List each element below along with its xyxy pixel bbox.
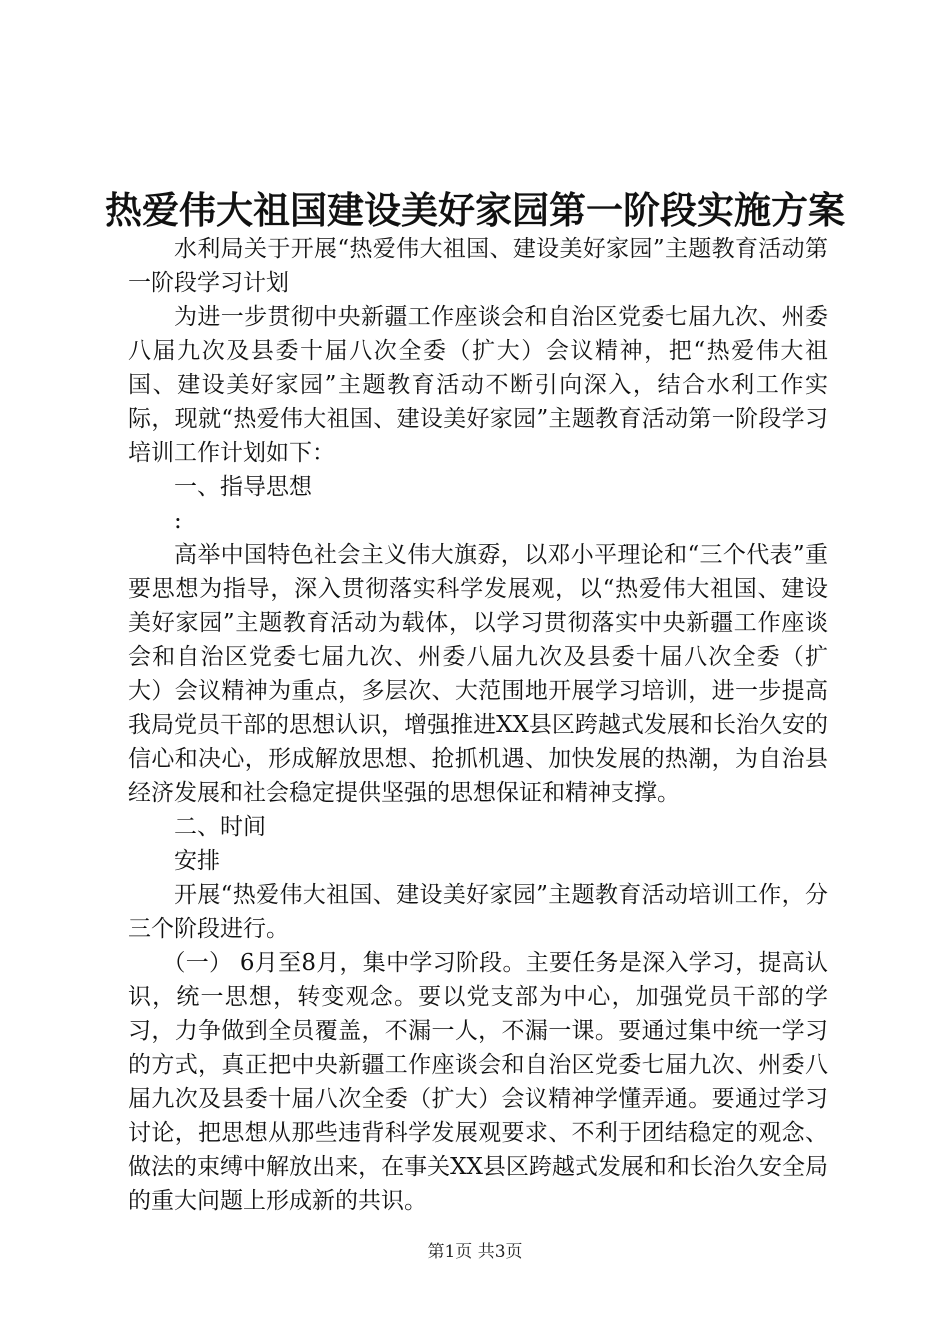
document-body [128, 232, 828, 1218]
arrangement-paragraph: 开展“热爱伟大祖国、建设美好家园”主题教育活动培训工作，分三个阶段进行。 [128, 882, 828, 942]
guiding-ideology-paragraph: 高举中国特色社会主义伟大旗孬，以邓小平理论和“三个代表”重要思想为指导，深入贯彻落实科学发展观，以“热爱伟大祖国、建设美好家园”主题教育活动为载体，以学习贯彻落实中央新疆工作座谈会和自治区党委七届九次、州委八届九次及县委十届八次全委（扩大）会议精神为重点，多层次、大范围地开展学习培训，进一步提高我局党员干部的思想认识，增强推进XX县区跨越式发展和长治久安的信心和决心，形成解放思想、抢抓机遇、加快发展的热潮，为自治县经济发展和社会稳定提供坚强的思想保证和精神支撑。 [128, 542, 828, 806]
stage-one-paragraph: （一） 6月至8月，集中学习阶段。主要任务是深入学习，提高认识，统一思想，转变观念。要以党支部为中心，加强党员干部的学习，力争做到全员覆盖，不漏一人，不漏一课。要通过集中统一学习的方式，真正把中央新疆工作座谈会和自治区党委七届九次、州委八届九次及县委十届八次全委（扩大）会议精神学懂弄通。要通过学习讨论，把思想从那些违背科学发展观要求、不利于团结稳定的观念、做法的束缚中解放出来，在事关XX县区跨越式发展和和长治久安全局的重大问题上形成新的共识。 [128, 950, 828, 1214]
section-heading-time: 二、时间 [174, 814, 266, 840]
purpose-paragraph: 为进一步贯彻中央新疆工作座谈会和自治区党委七届九次、州委八届九次及县委十届八次全委（扩大）会议精神，把“热爱伟大祖国、建设美好家园”主题教育活动不断引向深入，结合水利工作实际，现就“热爱伟大祖国、建设美好家园”主题教育活动第一阶段学习培训工作计划如下： [128, 304, 828, 466]
colon-line: : [174, 508, 182, 534]
page-footer: 第1页 共3页 [427, 1242, 523, 1262]
section-heading-guiding-ideology: 一、指导思想 [174, 474, 312, 500]
document-title: 热爱伟大祖国建设美好家园第一阶段实施方案 [105, 188, 845, 232]
section-heading-arrangement: 安排 [174, 848, 220, 874]
intro-paragraph: 水利局关于开展“热爱伟大祖国、建设美好家园”主题教育活动第一阶段学习计划 [128, 236, 828, 296]
